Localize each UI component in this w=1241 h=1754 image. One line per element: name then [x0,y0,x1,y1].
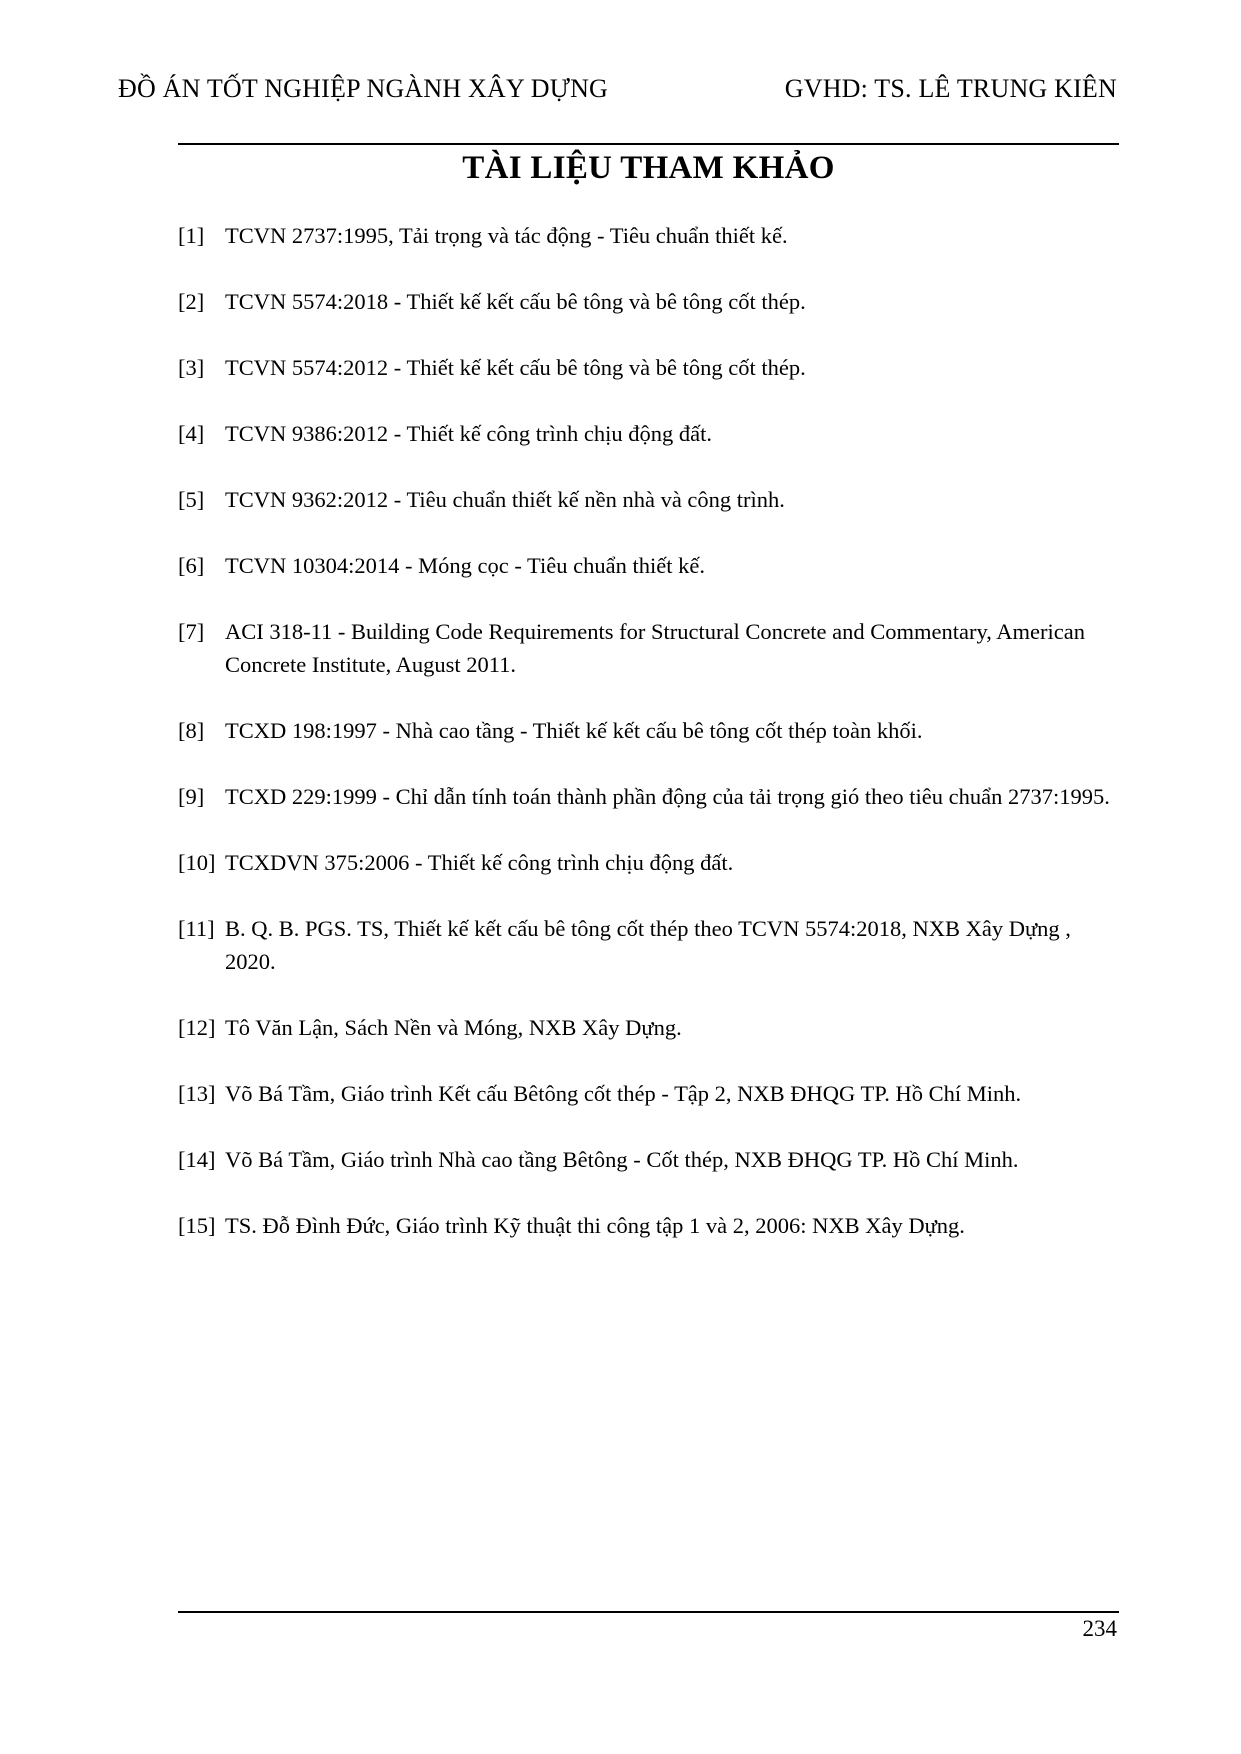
reference-item [178,912,1119,978]
reference-number: [7] [178,619,205,644]
reference-number: [3] [178,355,205,380]
reference-text: ACI 318-11 - Building Code Requirements for Structural Concrete and Commentary, American Concrete Institute, August 2011. [225,619,1086,677]
reference-number: [9] [178,784,205,809]
reference-text: TCXDVN 375:2006 - Thiết kế công trình chịu động đất. [225,850,734,875]
page-header-left: ĐỒ ÁN TỐT NGHIỆP NGÀNH XÂY DỰNG [118,74,609,103]
page-header-right: GVHD: TS. LÊ TRUNG KIÊN [784,74,1117,103]
reference-number: [12] [178,1015,216,1040]
reference-text: B. Q. B. PGS. TS, Thiết kế kết cấu bê tông cốt thép theo TCVN 5574:2018, NXB Xây Dựng , 2020. [225,916,1071,974]
reference-number: [15] [178,1213,216,1238]
reference-text: TS. Đỗ Đình Đức, Giáo trình Kỹ thuật thi công tập 1 và 2, 2006: NXB Xây Dựng. [225,1213,965,1238]
reference-item [178,1011,1119,1044]
reference-text: TCVN 9386:2012 - Thiết kế công trình chịu động đất. [225,421,713,446]
reference-item [178,549,1119,582]
page-title: TÀI LIỆU THAM KHẢO [462,150,835,186]
reference-item [178,1077,1119,1110]
header-divider [178,143,1119,145]
reference-item [178,483,1119,516]
reference-item [178,615,1119,681]
reference-number: [14] [178,1147,216,1172]
reference-text: TCVN 10304:2014 - Móng cọc - Tiêu chuẩn thiết kế. [225,553,705,578]
reference-text: TCVN 9362:2012 - Tiêu chuẩn thiết kế nền nhà và công trình. [225,487,785,512]
reference-number: [1] [178,223,205,248]
reference-text: TCVN 2737:1995, Tải trọng và tác động - Tiêu chuẩn thiết kế. [225,223,788,248]
reference-text: TCXD 198:1997 - Nhà cao tầng - Thiết kế kết cấu bê tông cốt thép toàn khối. [225,718,923,743]
reference-text: Tô Văn Lận, Sách Nền và Móng, NXB Xây Dựng. [225,1015,682,1040]
reference-text: Võ Bá Tầm, Giáo trình Kết cấu Bêtông cốt thép - Tập 2, NXB ĐHQG TP. Hồ Chí Minh. [225,1081,1022,1106]
page-number: 234 [1082,1616,1117,1641]
reference-text: TCVN 5574:2012 - Thiết kế kết cấu bê tông và bê tông cốt thép. [225,355,806,380]
reference-item [178,1209,1119,1242]
reference-number: [6] [178,553,205,578]
reference-number: [13] [178,1081,216,1106]
reference-text: TCXD 229:1999 - Chỉ dẫn tính toán thành phần động của tải trọng gió theo tiêu chuẩn 2737:1995. [225,784,1110,809]
reference-item [178,219,1119,252]
reference-text: TCVN 5574:2018 - Thiết kế kết cấu bê tông và bê tông cốt thép. [225,289,806,314]
reference-number: [10] [178,850,216,875]
reference-text: Võ Bá Tầm, Giáo trình Nhà cao tầng Bêtông - Cốt thép, NXB ĐHQG TP. Hồ Chí Minh. [225,1147,1019,1172]
reference-item [178,417,1119,450]
reference-number: [11] [178,916,215,941]
reference-number: [4] [178,421,205,446]
footer-divider [178,1611,1119,1613]
reference-item [178,1143,1119,1176]
reference-item [178,846,1119,879]
reference-item [178,714,1119,747]
reference-number: [2] [178,289,205,314]
reference-number: [5] [178,487,205,512]
reference-item [178,351,1119,384]
reference-item [178,285,1119,318]
reference-item [178,780,1119,813]
reference-list [178,219,1119,1275]
reference-number: [8] [178,718,205,743]
